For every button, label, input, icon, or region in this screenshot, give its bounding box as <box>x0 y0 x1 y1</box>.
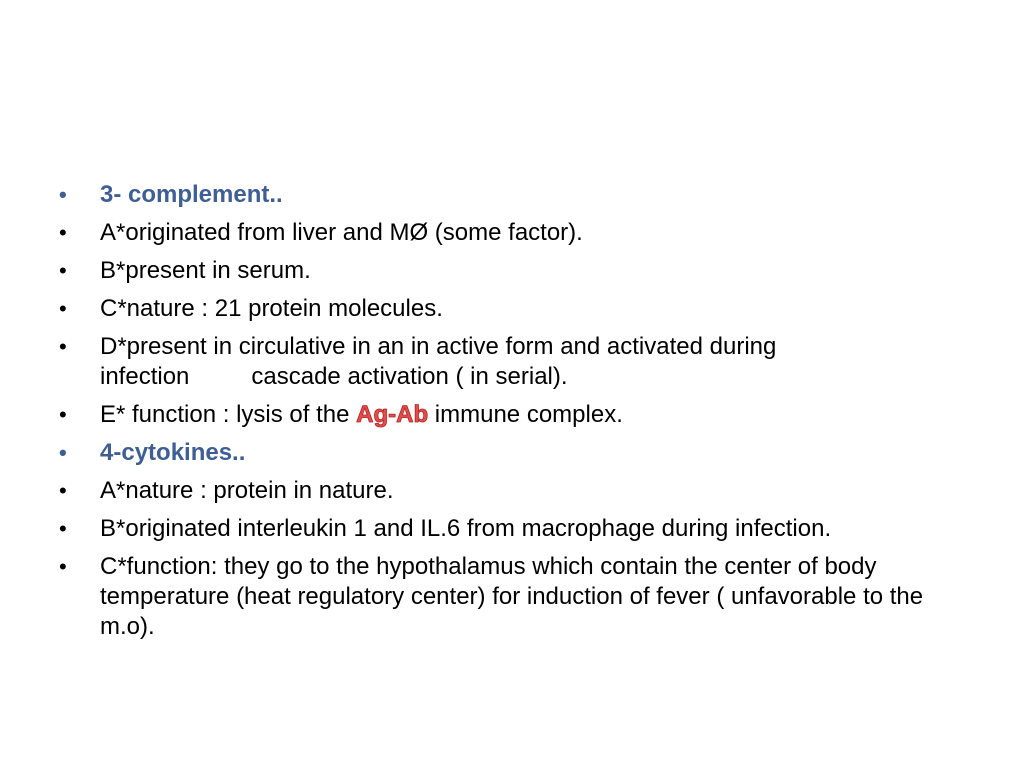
list-item <box>55 218 965 248</box>
item-text-suffix: immune complex. <box>434 401 623 428</box>
bullet-icon: • <box>59 402 67 427</box>
list-item <box>55 476 965 506</box>
list-item <box>55 400 965 430</box>
list-item <box>55 332 965 392</box>
item-text: 4-cytokines.. <box>100 439 246 466</box>
item-text-line1: D*present in circulative in an in active form and activated during <box>100 333 777 360</box>
item-text: 3- complement.. <box>100 181 283 208</box>
bullet-icon: • <box>59 440 67 465</box>
bullet-icon: • <box>59 296 67 321</box>
item-text: A*nature : protein in nature. <box>100 477 394 504</box>
list-item-cytokines-heading <box>55 438 965 468</box>
item-text: B*present in serum. <box>100 257 311 284</box>
list-item <box>55 514 965 544</box>
list-item <box>55 294 965 324</box>
bullet-icon: • <box>59 334 67 359</box>
bullet-icon: • <box>59 182 67 207</box>
bullet-icon: • <box>59 220 67 245</box>
bullet-icon: • <box>59 478 67 503</box>
list-item <box>55 552 965 642</box>
list-item <box>55 256 965 286</box>
item-text: A*originated from liver and MØ (some factor). <box>100 219 583 246</box>
item-text-prefix: E* function : lysis of the <box>100 401 350 428</box>
list-item-complement-heading <box>55 180 965 210</box>
bullet-icon: • <box>59 554 67 579</box>
item-text-line2a: infection <box>100 363 190 390</box>
item-text: C*nature : 21 protein molecules. <box>100 295 443 322</box>
item-text: B*originated interleukin 1 and IL.6 from macrophage during infection. <box>100 515 832 542</box>
item-text: C*function: they go to the hypothalamus which contain the center of body temperature (heat regulatory center) for induction of fever ( unfavorable to the m.o). <box>100 553 924 640</box>
bullet-icon: • <box>59 258 67 283</box>
ag-ab-highlight: Ag-Ab <box>356 401 429 428</box>
bullet-list <box>55 180 965 650</box>
bullet-icon: • <box>59 516 67 541</box>
item-text-line2b: cascade activation ( in serial). <box>251 363 568 390</box>
